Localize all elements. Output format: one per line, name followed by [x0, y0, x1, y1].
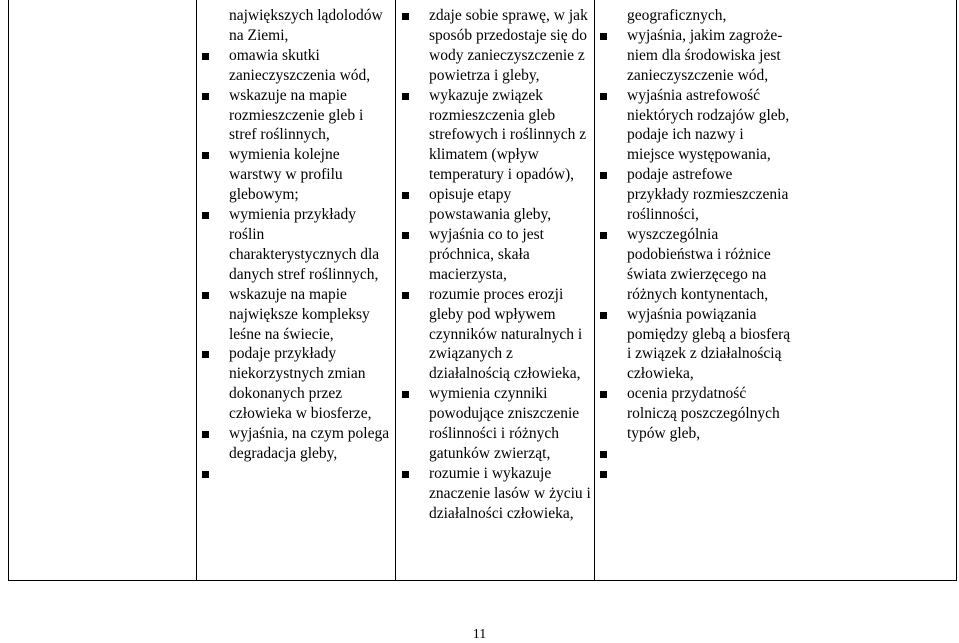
square-bullet-icon: [202, 351, 209, 358]
square-bullet-icon: [402, 93, 409, 100]
list-item: [600, 444, 792, 464]
square-bullet-icon: [600, 312, 607, 319]
square-bullet-icon: [202, 53, 209, 60]
requirements-column-extended: [402, 6, 592, 524]
list-item-text: wymienia przykłady roślin charakterystycznych dla danych stref roślinnych,: [229, 206, 380, 283]
list-item-text: wyjaśnia astrefowość niektórych rodzajów gleb, podaje ich nazwy i miejsce występowania,: [627, 86, 790, 164]
square-bullet-icon: [600, 471, 607, 478]
square-bullet-icon: [600, 391, 607, 398]
list-item-text: podaje przykłady niekorzystnych zmian dokonanych przez człowieka w biosferze,: [229, 345, 372, 423]
square-bullet-icon: [402, 13, 409, 20]
list-item-text: opisuje etapy powstawania gleby,: [429, 186, 552, 224]
list-item-text: wyszczególnia podobieństwa i różnice świata zwierzęcego na różnych kontynentach,: [627, 225, 771, 303]
list-item-text: wyjaśnia co to jest próchnica, skała macierzysta,: [429, 225, 544, 283]
list-item-text: rozumie i wykazuje znaczenie lasów w życiu i działalności człowieka,: [429, 464, 591, 522]
list-item: [202, 424, 392, 464]
column-divider: [594, 0, 595, 581]
list-item-text: [627, 445, 631, 462]
list-item-text: największych lądolodów na Ziemi,: [229, 7, 383, 44]
list-item: [600, 225, 792, 305]
list-item: [402, 225, 592, 285]
list-item: [402, 86, 592, 186]
list-item-text: geograficznych,: [627, 7, 727, 24]
list-item-text: ocenia przydatność rolniczą poszczególnych typów gleb,: [627, 385, 780, 443]
square-bullet-icon: [402, 292, 409, 299]
list-item-text: rozumie proces erozji gleby pod wpływem czynników naturalnych i związanych z działalnością człowieka,: [429, 285, 583, 383]
list-item: [402, 285, 592, 385]
square-bullet-icon: [402, 192, 409, 199]
square-bullet-icon: [600, 172, 607, 179]
list-item-text: [229, 465, 233, 482]
list-item: [600, 384, 792, 444]
square-bullet-icon: [600, 33, 607, 40]
list-item: [402, 6, 592, 86]
list-item: [600, 165, 792, 225]
list-item-text: zdaje sobie sprawę, w jak sposób przedostaje się do wody zanieczyszczenie z powietrza i gleby,: [429, 7, 588, 84]
list-item: [202, 205, 392, 285]
requirements-column-advanced: [600, 6, 792, 484]
list-item: [202, 86, 392, 146]
list-item: [402, 384, 592, 464]
square-bullet-icon: [402, 391, 409, 398]
list-item: [402, 464, 592, 524]
square-bullet-icon: [202, 212, 209, 219]
square-bullet-icon: [202, 152, 209, 159]
list-item: [202, 145, 392, 205]
square-bullet-icon: [402, 471, 409, 478]
list-item: [202, 46, 392, 86]
list-item: [202, 344, 392, 424]
square-bullet-icon: [202, 431, 209, 438]
list-item-text: wymienia kolejne warstwy w profilu glebowym;: [229, 146, 343, 204]
list-item-text: wyjaśnia powiązania pomiędzy glebą a biosferą i związek z działalnością człowieka,: [627, 305, 791, 383]
square-bullet-icon: [202, 292, 209, 299]
square-bullet-icon: [600, 451, 607, 458]
requirements-column-basic: [202, 6, 392, 484]
list-item-text: [627, 465, 631, 482]
square-bullet-icon: [202, 471, 209, 478]
list-item: [600, 305, 792, 385]
list-item: [202, 285, 392, 345]
square-bullet-icon: [402, 232, 409, 239]
list-item: [600, 464, 792, 484]
square-bullet-icon: [600, 232, 607, 239]
list-item-text: wykazuje związek rozmieszczenia gleb strefowych i roślinnych z klimatem (wpływ temperatury i opadów),: [429, 86, 587, 184]
page-number: 11: [472, 627, 487, 642]
list-item: [600, 26, 792, 86]
list-item-text: wyjaśnia, jakim zagroże-niem dla środowiska jest zanieczyszczenie wód,: [627, 26, 783, 84]
list-item: [202, 6, 392, 46]
list-item-text: wskazuje na mapie największe kompleksy leśne na świecie,: [229, 285, 370, 343]
list-item-text: omawia skutki zanieczyszczenia wód,: [229, 46, 371, 84]
list-item-text: wskazuje na mapie rozmieszczenie gleb i stref roślinnych,: [229, 86, 364, 144]
column-divider: [196, 0, 197, 581]
square-bullet-icon: [600, 93, 607, 100]
column-divider: [395, 0, 396, 581]
list-item: [600, 86, 792, 166]
list-item: [202, 464, 392, 484]
list-item-text: podaje astrefowe przykłady rozmieszczenia roślinności,: [627, 166, 789, 224]
list-item-text: wyjaśnia, na czym polega degradacja gleby,: [229, 425, 390, 462]
square-bullet-icon: [202, 93, 209, 100]
list-item: [402, 185, 592, 225]
list-item-text: wymienia czynniki powodujące zniszczenie roślinności i różnych gatunków zwierząt,: [429, 385, 580, 462]
list-item: [600, 6, 792, 26]
